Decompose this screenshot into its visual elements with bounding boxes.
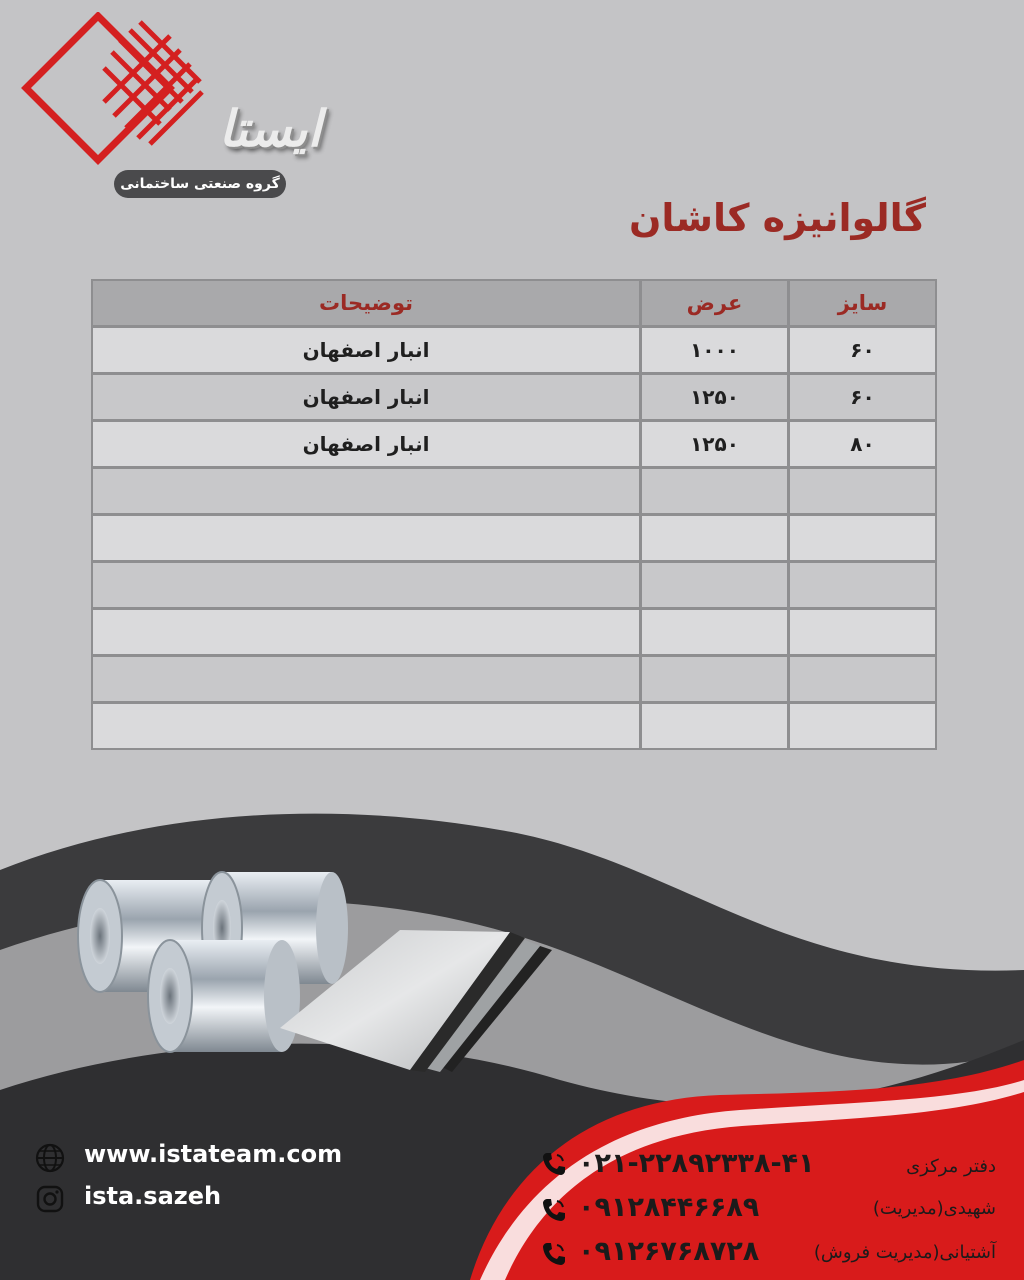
cell-notes: انبار اصفهان: [93, 422, 639, 466]
table-row: [93, 375, 935, 419]
cell-width: ۱۲۵۰: [642, 422, 787, 466]
phone-icon: [540, 1196, 568, 1224]
cell-size: [790, 610, 935, 654]
table-row: [93, 657, 935, 701]
instagram-icon: [34, 1183, 66, 1215]
cell-notes: [93, 563, 639, 607]
table-row: [93, 469, 935, 513]
cell-width: ۱۰۰۰: [642, 328, 787, 372]
header-size: سایز: [790, 281, 935, 325]
cell-notes: [93, 516, 639, 560]
page-title: گالوانیزه کاشان: [628, 196, 926, 240]
table-row: [93, 610, 935, 654]
cell-notes: [93, 704, 639, 748]
cell-size: ۸۰: [790, 422, 935, 466]
table-row: [93, 516, 935, 560]
instagram-handle[interactable]: ista.sazeh: [84, 1182, 222, 1210]
manager-label: شهیدی(مدیریت): [872, 1198, 996, 1219]
table-row: [93, 704, 935, 748]
header-width: عرض: [642, 281, 787, 325]
brand-tagline: گروه صنعتی ساختمانی: [114, 170, 286, 198]
cell-size: [790, 516, 935, 560]
office-label: دفتر مرکزی: [906, 1156, 996, 1177]
table-header-row: [93, 281, 935, 325]
sales-label: آشتیانی(مدیریت فروش): [813, 1242, 996, 1263]
cell-width: [642, 563, 787, 607]
brand-name: ایستا: [218, 100, 322, 158]
table-row: [93, 328, 935, 372]
cell-width: [642, 657, 787, 701]
office-phone[interactable]: ۰۲۱-۲۲۸۹۲۳۳۸-۴۱: [578, 1148, 815, 1179]
header-notes: توضیحات: [93, 281, 639, 325]
cell-notes: انبار اصفهان: [93, 328, 639, 372]
cell-notes: [93, 469, 639, 513]
cell-width: [642, 610, 787, 654]
cell-size: ۶۰: [790, 375, 935, 419]
cell-notes: [93, 610, 639, 654]
cell-width: [642, 469, 787, 513]
cell-width: ۱۲۵۰: [642, 375, 787, 419]
cell-size: [790, 704, 935, 748]
cell-width: [642, 704, 787, 748]
cell-size: [790, 469, 935, 513]
cell-notes: [93, 657, 639, 701]
table-row: [93, 422, 935, 466]
cell-notes: انبار اصفهان: [93, 375, 639, 419]
manager-phone[interactable]: ۰۹۱۲۸۴۴۶۶۸۹: [578, 1192, 760, 1223]
phone-icon: [540, 1150, 568, 1178]
cell-size: ۶۰: [790, 328, 935, 372]
phone-icon: [540, 1240, 568, 1268]
sales-phone[interactable]: ۰۹۱۲۶۷۶۸۷۲۸: [578, 1236, 760, 1267]
cell-size: [790, 563, 935, 607]
table-row: [93, 563, 935, 607]
price-table: [91, 279, 937, 750]
globe-icon: [34, 1142, 66, 1174]
cell-size: [790, 657, 935, 701]
website-link[interactable]: www.istateam.com: [84, 1140, 343, 1168]
cell-width: [642, 516, 787, 560]
